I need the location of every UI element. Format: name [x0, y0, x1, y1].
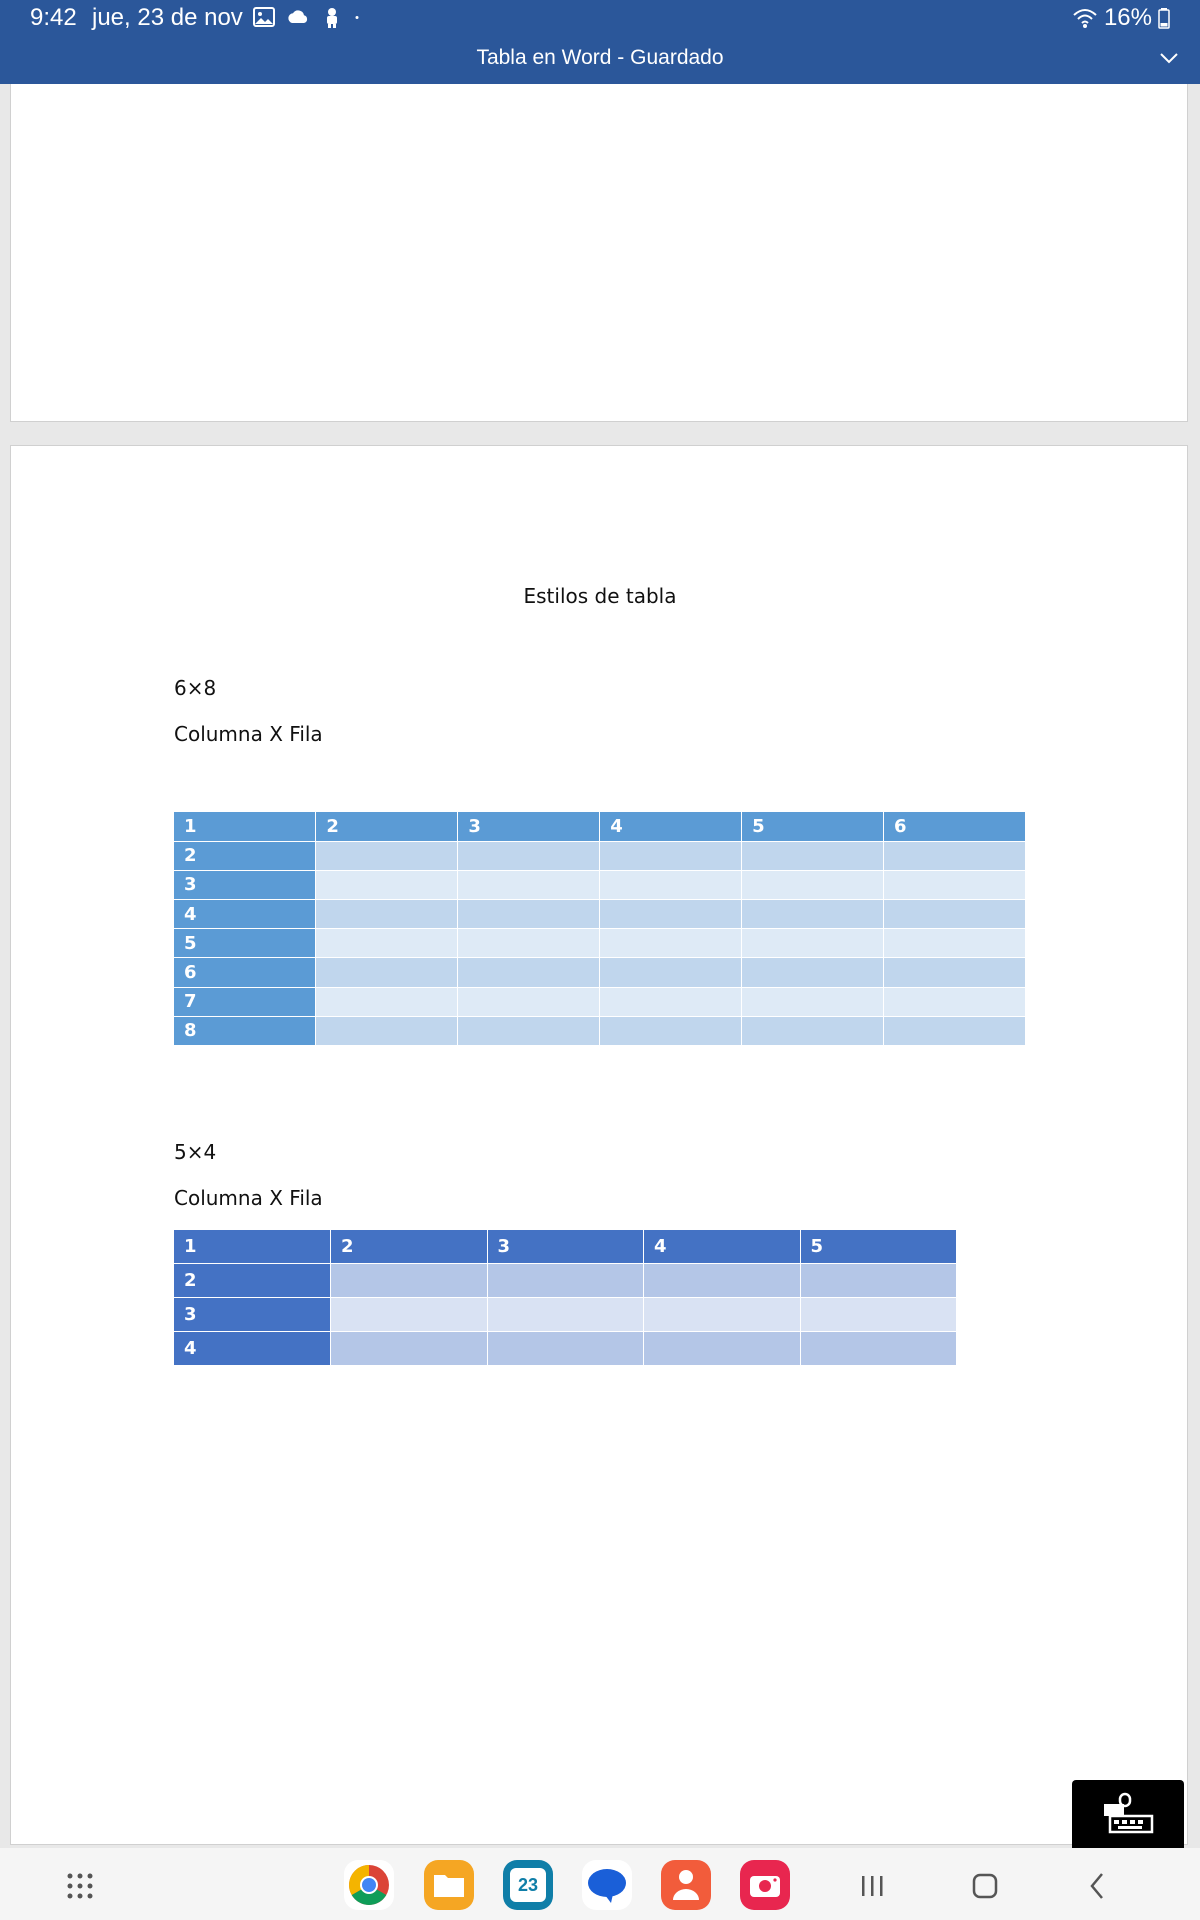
table-cell[interactable] — [600, 870, 742, 899]
table-header-cell[interactable]: 1 — [174, 1230, 331, 1264]
status-bar — [0, 0, 1200, 36]
table-row-header[interactable]: 3 — [174, 1298, 331, 1332]
camera-icon[interactable] — [740, 1860, 790, 1910]
table-header-cell[interactable]: 6 — [884, 812, 1026, 841]
messages-icon[interactable] — [582, 1860, 632, 1910]
message-bubble-glyph — [585, 1865, 629, 1905]
table-cell[interactable] — [600, 900, 742, 929]
table-cell[interactable] — [644, 1298, 801, 1332]
table-cell[interactable] — [742, 841, 884, 870]
keyboard-toggle-button[interactable] — [1072, 1780, 1184, 1848]
table-cell[interactable] — [316, 900, 458, 929]
table-cell[interactable] — [316, 987, 458, 1016]
camera-glyph — [748, 1871, 782, 1899]
recents-icon[interactable] — [848, 1862, 896, 1910]
table-row — [174, 1016, 1026, 1045]
table-cell[interactable] — [884, 870, 1026, 899]
table-header-cell[interactable]: 4 — [644, 1230, 801, 1264]
table-cell[interactable] — [742, 958, 884, 987]
table-cell[interactable] — [487, 1331, 644, 1365]
document-page[interactable] — [10, 445, 1188, 1845]
table-row-header[interactable]: 5 — [174, 929, 316, 958]
back-icon[interactable] — [1074, 1862, 1122, 1910]
table-header-row — [174, 1230, 957, 1264]
table-row — [174, 1298, 957, 1332]
table-cell[interactable] — [458, 1016, 600, 1045]
table-header-cell[interactable]: 4 — [600, 812, 742, 841]
table-cell[interactable] — [331, 1264, 488, 1298]
folder-glyph — [432, 1871, 466, 1899]
table2-dimensions: 5×4 — [174, 1140, 217, 1164]
status-date: jue, 23 de nov — [92, 4, 243, 31]
gallery-icon — [252, 6, 276, 28]
table-row — [174, 1331, 957, 1365]
home-icon[interactable] — [961, 1862, 1009, 1910]
table-row — [174, 900, 1026, 929]
document-page-previous[interactable] — [10, 84, 1188, 422]
table-row-header[interactable]: 2 — [174, 841, 316, 870]
table2-subtitle: Columna X Fila — [174, 1186, 323, 1210]
table-cell[interactable] — [600, 987, 742, 1016]
chevron-down-icon[interactable] — [1158, 50, 1180, 66]
table-cell[interactable] — [458, 870, 600, 899]
calendar-icon[interactable] — [503, 1860, 553, 1910]
table-row — [174, 929, 1026, 958]
table-row-header[interactable]: 4 — [174, 1331, 331, 1365]
top-bar — [0, 0, 1200, 84]
files-icon[interactable] — [424, 1860, 474, 1910]
document-heading: Estilos de tabla — [523, 584, 677, 608]
contacts-icon[interactable] — [661, 1860, 711, 1910]
table-cell[interactable] — [884, 987, 1026, 1016]
table-header-cell[interactable]: 5 — [800, 1230, 957, 1264]
status-right — [1072, 4, 1170, 32]
table-cell[interactable] — [458, 987, 600, 1016]
table-cell[interactable] — [600, 958, 742, 987]
keyboard-toggle-icon — [1102, 1792, 1154, 1836]
table-cell[interactable] — [800, 1264, 957, 1298]
table-cell[interactable] — [884, 1016, 1026, 1045]
table-cell[interactable] — [600, 1016, 742, 1045]
table-cell[interactable] — [644, 1331, 801, 1365]
table-6x8[interactable] — [174, 812, 1026, 1046]
table-header-cell[interactable]: 1 — [174, 812, 316, 841]
table-cell[interactable] — [458, 841, 600, 870]
table-cell[interactable] — [884, 958, 1026, 987]
table-row-header[interactable]: 2 — [174, 1264, 331, 1298]
table1-subtitle: Columna X Fila — [174, 722, 323, 746]
table-row — [174, 1264, 957, 1298]
table-cell[interactable] — [600, 929, 742, 958]
table-cell[interactable] — [316, 1016, 458, 1045]
table-cell[interactable] — [644, 1264, 801, 1298]
table-header-cell[interactable]: 2 — [316, 812, 458, 841]
table-cell[interactable] — [884, 900, 1026, 929]
table-cell[interactable] — [742, 987, 884, 1016]
table-cell[interactable] — [742, 870, 884, 899]
wifi-icon — [1072, 7, 1098, 29]
cloud-icon — [286, 6, 310, 28]
table-cell[interactable] — [487, 1298, 644, 1332]
table-cell[interactable] — [487, 1264, 644, 1298]
table1-dimensions: 6×8 — [174, 676, 217, 700]
table-cell[interactable] — [800, 1331, 957, 1365]
chrome-logo — [347, 1863, 391, 1907]
table-cell[interactable] — [316, 870, 458, 899]
calendar-day: 23 — [510, 1868, 546, 1902]
battery-percent: 16% — [1103, 4, 1152, 31]
table-cell[interactable] — [331, 1331, 488, 1365]
table-cell[interactable] — [800, 1298, 957, 1332]
table-header-cell[interactable]: 3 — [487, 1230, 644, 1264]
table-header-cell[interactable]: 5 — [742, 812, 884, 841]
app-drawer-icon[interactable] — [56, 1862, 104, 1910]
table-cell[interactable] — [316, 929, 458, 958]
document-title[interactable]: Tabla en Word - Guardado — [476, 46, 724, 69]
table-row-header[interactable]: 3 — [174, 870, 316, 899]
table-row — [174, 841, 1026, 870]
table-cell[interactable] — [458, 958, 600, 987]
table-cell[interactable] — [458, 929, 600, 958]
table-cell[interactable] — [884, 841, 1026, 870]
table-header-row — [174, 812, 1026, 841]
table-header-cell[interactable]: 2 — [331, 1230, 488, 1264]
status-notification-icons — [252, 6, 366, 28]
person-glyph — [671, 1868, 701, 1902]
table-cell[interactable] — [600, 841, 742, 870]
table-row-header[interactable]: 6 — [174, 958, 316, 987]
navigation-bar — [0, 1848, 1200, 1920]
dot-icon — [354, 6, 366, 28]
table-cell[interactable] — [316, 958, 458, 987]
table-row-header[interactable]: 7 — [174, 987, 316, 1016]
table-cell[interactable] — [742, 929, 884, 958]
status-time: 9:42 — [30, 4, 77, 31]
chrome-icon[interactable] — [344, 1860, 394, 1910]
table-cell[interactable] — [331, 1298, 488, 1332]
table-cell[interactable] — [316, 841, 458, 870]
table-row-header[interactable]: 8 — [174, 1016, 316, 1045]
bixby-icon — [320, 6, 344, 28]
table-cell[interactable] — [458, 900, 600, 929]
table-row — [174, 987, 1026, 1016]
table-header-cell[interactable]: 3 — [458, 812, 600, 841]
table-cell[interactable] — [884, 929, 1026, 958]
table-row — [174, 870, 1026, 899]
table-row-header[interactable]: 4 — [174, 900, 316, 929]
table-cell[interactable] — [742, 1016, 884, 1045]
battery-icon — [1158, 7, 1170, 29]
table-5x4[interactable] — [174, 1230, 957, 1366]
table-cell[interactable] — [742, 900, 884, 929]
table-row — [174, 958, 1026, 987]
